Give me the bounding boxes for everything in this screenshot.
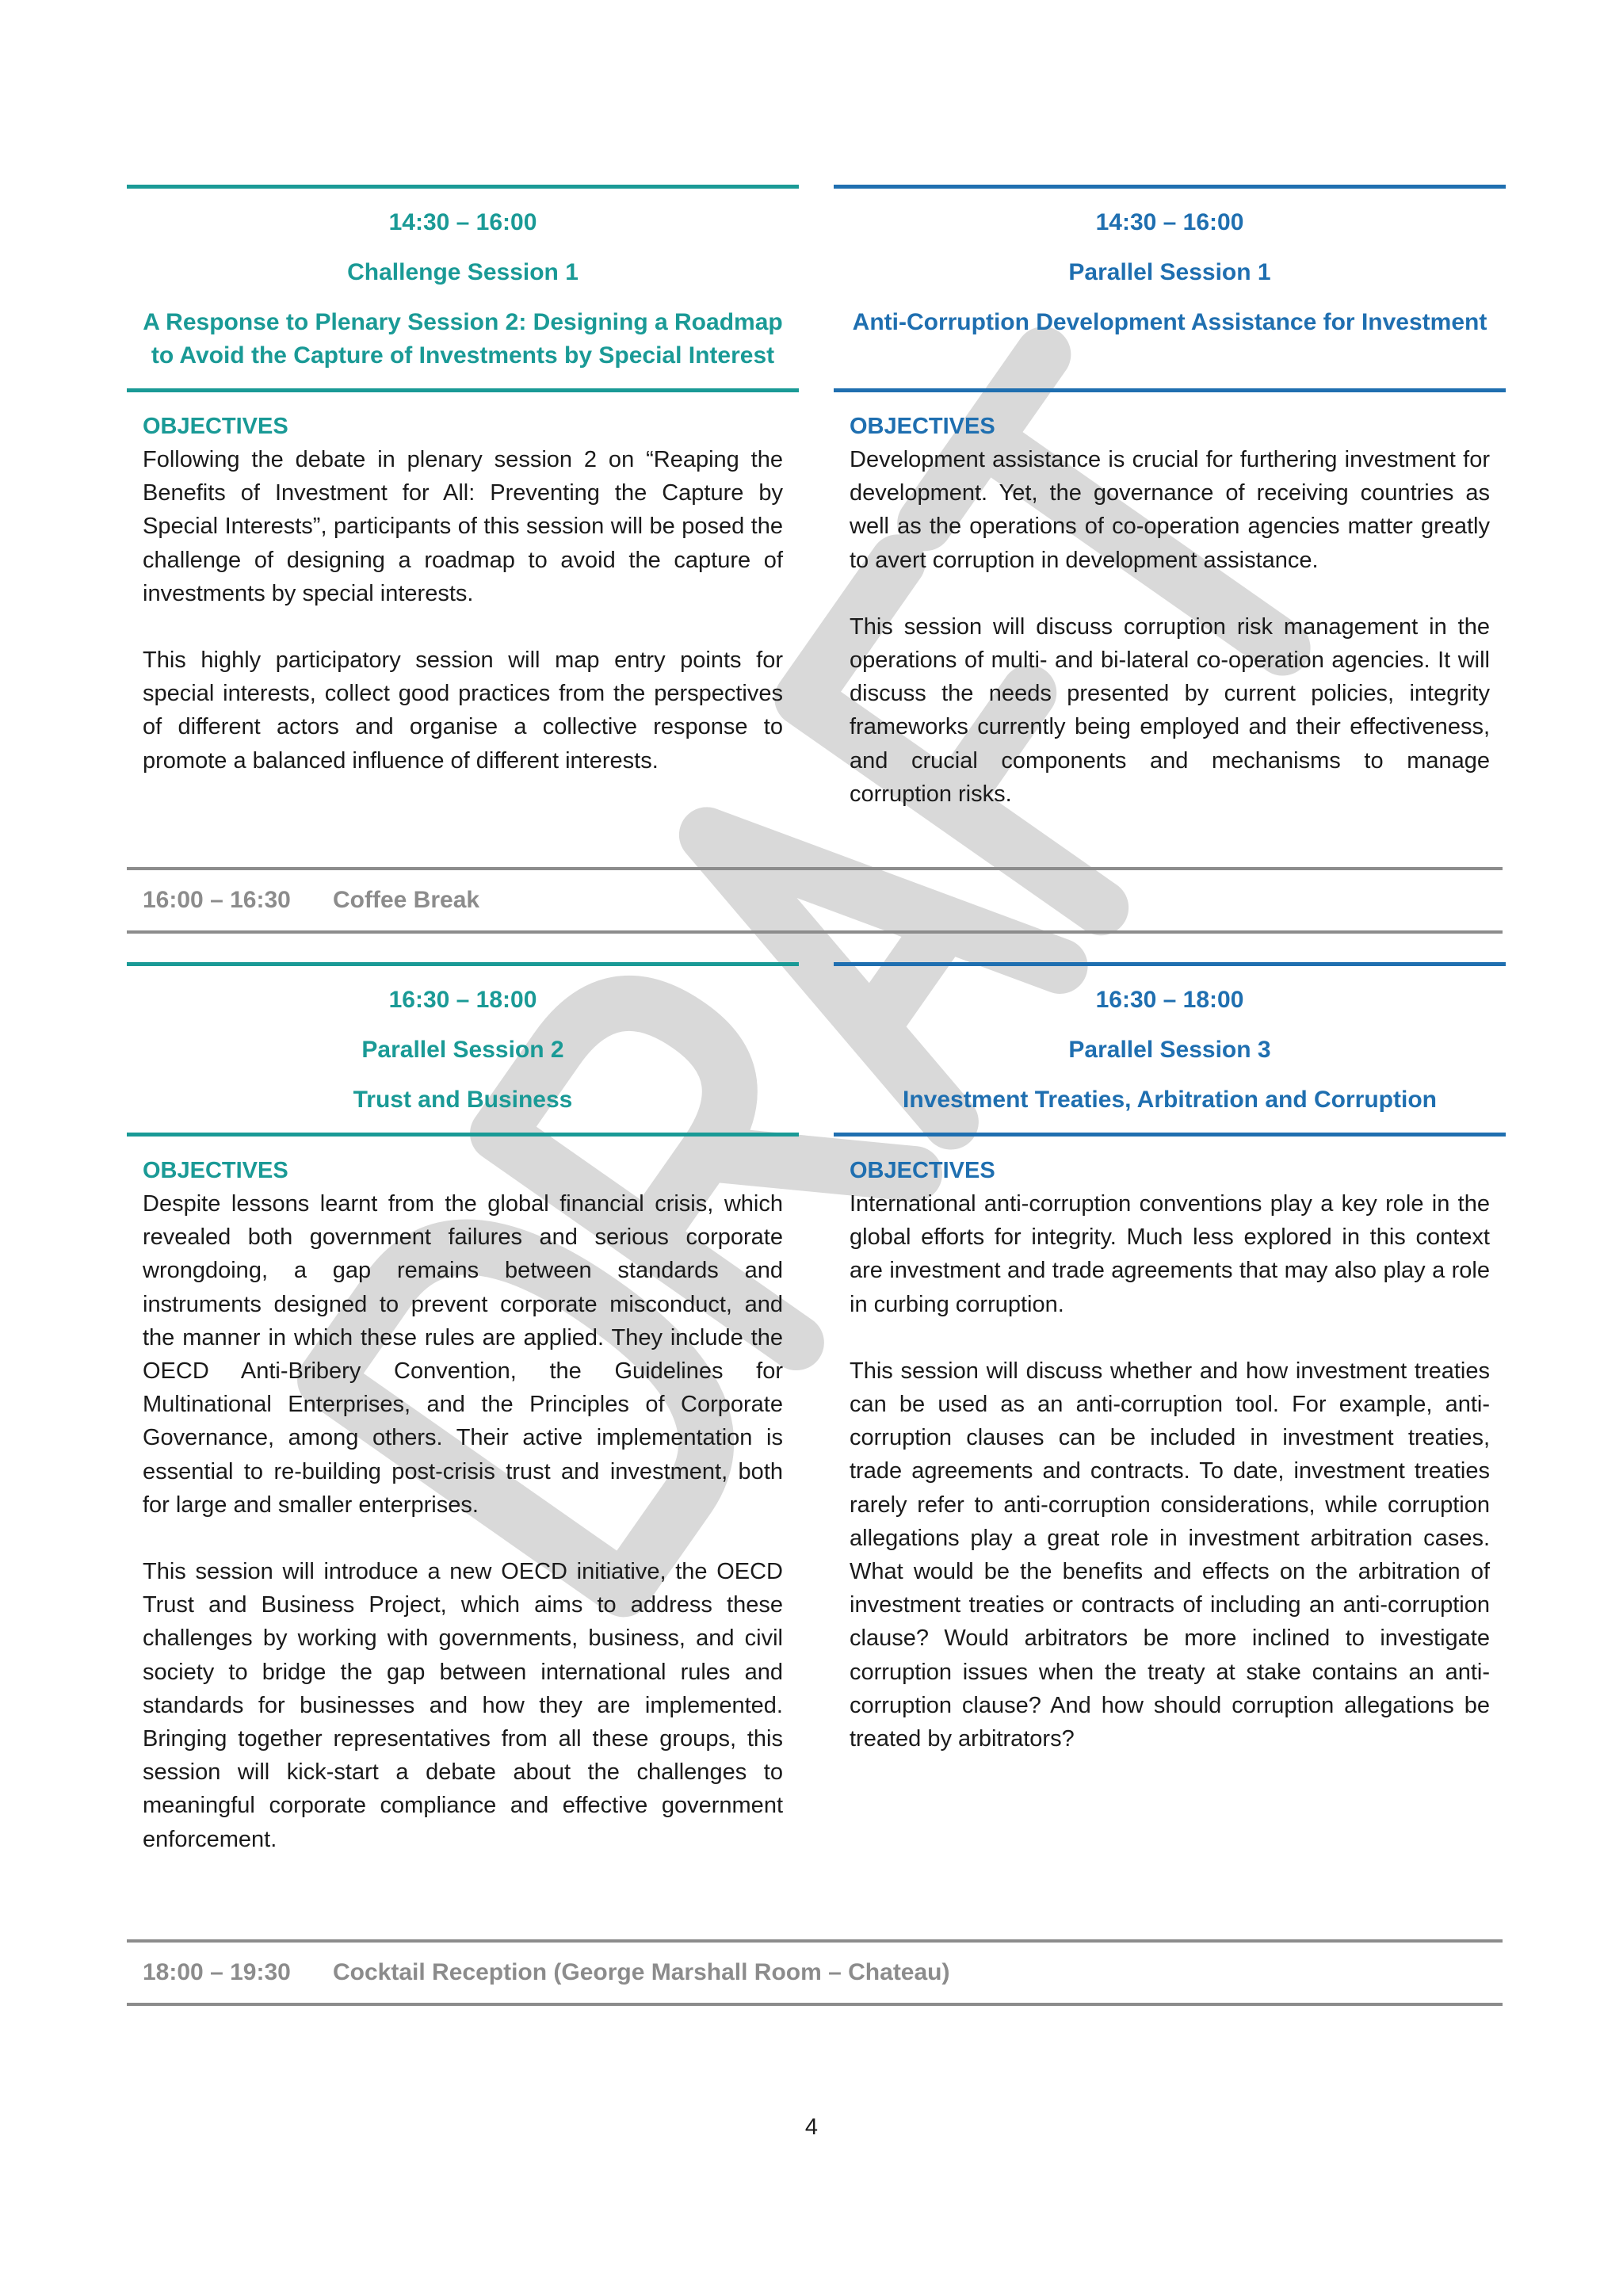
- break-time: 16:00 – 16:30: [143, 887, 291, 913]
- objectives-heading: OBJECTIVES: [850, 414, 995, 439]
- objectives-heading: OBJECTIVES: [143, 1158, 288, 1183]
- objectives-heading: OBJECTIVES: [143, 414, 288, 439]
- session-time: 16:30 – 18:00: [1095, 987, 1244, 1013]
- objectives-paragraph: This highly participatory session will map entry points for special interests, collect good practices from the perspectives of different actors and organise a collective response to promote a balanced influence of different interests.: [143, 648, 783, 774]
- session-time: 16:30 – 18:00: [388, 987, 537, 1013]
- break-label: Cocktail Reception (George Marshall Room – Chateau): [333, 1959, 950, 1985]
- session-header: [127, 185, 799, 392]
- session-label: Parallel Session 1: [1068, 259, 1271, 285]
- objectives-paragraph: International anti-corruption conventions play a key role in the global efforts for integrity. Much less explored in this context are investment and trade agreements that may also play a role in curbing corruption.: [850, 1191, 1490, 1317]
- objectives-paragraph: This session will discuss corruption risk management in the operations of multi- and bi-lateral co-operation agencies. It will discuss the needs presented by current policies, integrity frameworks currently being employed and their effectiveness, and crucial components and mechanisms to manage corruption risks.: [850, 613, 1490, 807]
- coffee-break-row: [127, 867, 1503, 934]
- session-title: Investment Treaties, Arbitration and Corruption: [903, 1087, 1437, 1113]
- session-parallel-1: [834, 185, 1506, 811]
- session-header: [834, 962, 1506, 1137]
- objectives-paragraph: This session will introduce a new OECD initiative, the OECD Trust and Business Project, which aims to address these challenges by working with governments, business, and civil society to bridge the gap between international rules and standards for businesses and how they are implemented. Bringing together representatives from all these groups, this session will kick-start a debate about the challenges to meaningful corporate compliance and effective government enforcement.: [143, 1559, 783, 1852]
- session-title: Anti-Corruption Development Assistance for Investment: [852, 309, 1487, 335]
- session-label: Parallel Session 2: [361, 1037, 564, 1063]
- session-title: Trust and Business: [353, 1087, 573, 1113]
- session-title: A Response to Plenary Session 2: Designing a Roadmap to Avoid the Capture of Investments by Special Interest: [143, 309, 783, 369]
- session-header: [127, 962, 799, 1137]
- session-label: Challenge Session 1: [347, 259, 579, 285]
- session-objectives: [127, 1137, 799, 1856]
- session-time: 14:30 – 16:00: [1095, 209, 1244, 235]
- objectives-paragraph: Development assistance is crucial for furthering investment for development. Yet, the governance of receiving countries as well as the operations of co-operation agencies matter greatly to avert corruption in development assistance.: [850, 447, 1490, 573]
- objectives-paragraph: Following the debate in plenary session 2 on “Reaping the Benefits of Investment for All: Preventing the Capture by Special Interests”, participants of this session will be posed the challenge of designing a roadmap to avoid the capture of investments by special interests.: [143, 447, 783, 606]
- objectives-paragraph: Despite lessons learnt from the global financial crisis, which revealed both government failures and serious corporate wrongdoing, a gap remains between standards and instruments designed to prevent corporate misconduct, and the manner in which these rules are applied. They include the OECD Anti-Bribery Convention, the Guidelines for Multinational Enterprises, and the Principles of Corporate Governance, among others. Their active implementation is essential to re-building post-crisis trust and investment, both for large and smaller enterprises.: [143, 1191, 783, 1518]
- break-label: Coffee Break: [333, 887, 480, 913]
- session-objectives: [834, 1137, 1506, 1755]
- session-time: 14:30 – 16:00: [388, 209, 537, 235]
- break-time: 18:00 – 19:30: [143, 1959, 291, 1985]
- objectives-heading: OBJECTIVES: [850, 1158, 995, 1183]
- session-objectives: [834, 392, 1506, 811]
- session-header: [834, 185, 1506, 392]
- session-parallel-2: [127, 962, 799, 1856]
- session-label: Parallel Session 3: [1068, 1037, 1271, 1063]
- objectives-paragraph: This session will discuss whether and how investment treaties can be used as an anti-corruption tool. For example, anti-corruption clauses can be included in investment treaties, trade agreements and contracts. To date, investment treaties rarely refer to anti-corruption considerations, while corruption allegations play a great role in investment arbitration cases. What would be the benefits and effects on the arbitration of investment treaties or contracts of including an anti-corruption clause? Would arbitrators be more inclined to investigate corruption issues when the treaty at stake contains an anti-corruption clause? And how should corruption allegations be treated by arbitrators?: [850, 1358, 1490, 1752]
- session-parallel-3: [834, 962, 1506, 1755]
- session-challenge-1: [127, 185, 799, 777]
- cocktail-reception-row: [127, 1939, 1503, 2006]
- session-objectives: [127, 392, 799, 777]
- page-number: 4: [804, 2115, 819, 2140]
